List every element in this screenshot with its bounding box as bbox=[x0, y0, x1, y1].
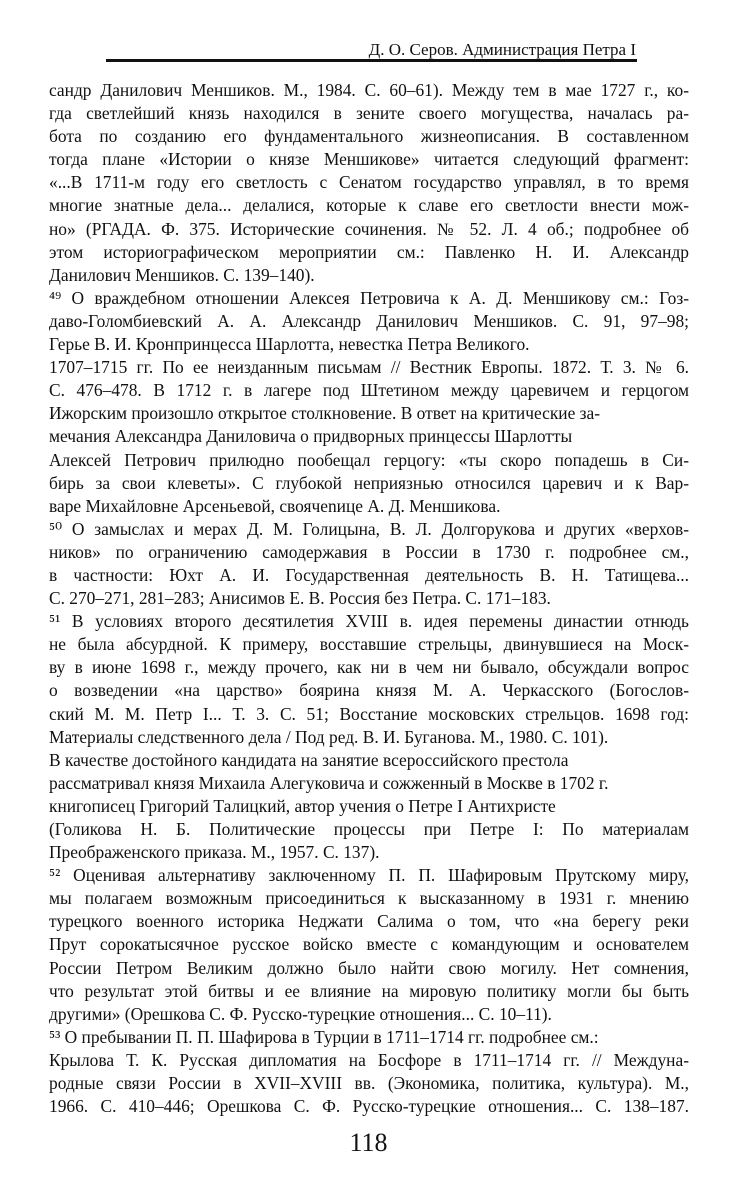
text-line: этом историографическом мероприятии см.: Павленко Н. И. Александр bbox=[49, 241, 689, 262]
text-line: другими» (Орешкова С. Ф. Русско-турецкие отношения... С. 10–11). bbox=[49, 1003, 552, 1024]
text-line: ников» по ограничению самодержавия в России в 1730 г. подробнее см., bbox=[49, 541, 689, 562]
text-line: ⁵³ О пребывании П. П. Шафирова в Турции в 1711–1714 гг. подробнее см.: bbox=[49, 1026, 599, 1047]
text-line: (Голикова Н. Б. Политические процессы при Петре I: По материалам bbox=[49, 819, 689, 839]
text-line: Крылова Т. К. Русская дипломатия на Босфоре в 1711–1714 гг. // Междуна- bbox=[49, 1049, 689, 1070]
text-line: 1707–1715 гг. По ее неизданным письмам // Вестник Европы. 1872. Т. 3. № 6. bbox=[49, 357, 689, 378]
text-line: ву в июне 1698 г., между прочего, как ни в чем ни бывало, обсуждали вопрос bbox=[49, 657, 689, 678]
text-line: но» (РГАДА. Ф. 375. Исторические сочинения. № 52. Л. 4 об.; подробнее об bbox=[49, 218, 689, 239]
text-line: С. 476–478. В 1712 г. в лагере под Штетином между царевичем и герцогом bbox=[49, 380, 689, 401]
text-line: ⁵⁰ О замыслах и мерах Д. М. Голицына, В. Л. Долгорукова и других «верхов- bbox=[49, 518, 689, 539]
text-line: гда светлейший князь находился в зените своего могущества, началась ра- bbox=[49, 103, 689, 124]
text-line: мы полагаем возможным присоединиться к высказанному в 1931 г. мнению bbox=[49, 888, 689, 909]
text-line: Прут сорокатысячное русское войско вместе с командующим и основателем bbox=[49, 934, 689, 955]
text-line: Материалы следственного дела / Под ред. В. И. Буганова. М., 1980. С. 101). bbox=[49, 726, 609, 747]
text-line: многие знатные дела... делалися, которые к славе его светлости внести мож- bbox=[49, 195, 689, 216]
text-line: Ижорским произошло открытое столкновение. В ответ на критические за- bbox=[49, 403, 601, 424]
text-line: не была абсурдной. К примеру, восставшие стрельцы, двинувшиеся на Моск- bbox=[49, 634, 689, 655]
footnotes-text bbox=[49, 79, 689, 1118]
text-line: родные связи России в XVII–XVIII вв. (Экономика, политика, культура). М., bbox=[49, 1073, 689, 1094]
text-line: ⁵¹ В условиях второго десятилетия XVIII в. идея перемены династии отнюдь bbox=[49, 611, 689, 632]
text-line: ⁴⁹ О враждебном отношении Алексея Петровича к А. Д. Меншикову см.: Гоз- bbox=[49, 287, 689, 308]
text-line: ⁵² Оценивая альтернативу заключенному П. П. Шафировым Прутскому миру, bbox=[49, 865, 689, 886]
text-line: турецкого военного историка Неджати Салима о том, что «на берегу реки bbox=[49, 911, 689, 932]
text-line: варе Михайловне Арсеньевой, своячenице А. Д. Меншикова. bbox=[49, 495, 501, 516]
text-line: Алексей Петрович прилюдно пообещал герцогу: «ты скоро попадешь в Си- bbox=[49, 449, 689, 470]
text-line: Преображенского приказа. М., 1957. С. 137). bbox=[49, 842, 380, 863]
text-line: ский М. М. Петр I... Т. 3. С. 51; Восстание московских стрельцов. 1698 год: bbox=[49, 703, 689, 724]
text-line: что результат этой битвы и ее влияние на мировую политику могли бы быть bbox=[49, 980, 689, 1001]
text-line: о возведении «на царство» боярина князя М. А. Черкасского (Богослов- bbox=[49, 680, 689, 701]
text-line: тогда плане «Истории о князе Меншикове» читается следующий фрагмент: bbox=[49, 149, 689, 170]
text-line: В качестве достойного кандидата на занятие всероссийского престола bbox=[49, 749, 569, 770]
text-line: рассматривал князя Михаила Алегуковича и сожженный в Москве в 1702 г. bbox=[49, 772, 609, 793]
text-line: бирь за свои клеветы». С глубокой неприязнью относился царевич и к Вар- bbox=[49, 472, 689, 493]
text-line: «...В 1711-м году его светлость с Сенатом государство управлял, в то время bbox=[49, 172, 689, 193]
running-head: Д. О. Серов. Администрация Петра I bbox=[368, 40, 636, 59]
header-rule bbox=[106, 59, 637, 62]
text-line: мечания Александра Даниловича о придворных принцессы Шарлотты bbox=[49, 426, 573, 447]
text-line: даво-Голомбиевский А. А. Александр Данилович Меншиков. С. 91, 97–98; bbox=[49, 310, 689, 331]
text-line: сандр Данилович Меншиков. М., 1984. С. 60–61). Между тем в мае 1727 г., ко- bbox=[49, 80, 689, 100]
page-number: 118 bbox=[349, 1128, 388, 1157]
text-line: Данилович Меншиков. С. 139–140). bbox=[49, 264, 315, 285]
text-line: С. 270–271, 281–283; Анисимов Е. В. Россия без Петра. С. 171–183. bbox=[49, 588, 551, 609]
text-line: бота по созданию его фундаментального жизнеописания. В составленном bbox=[49, 126, 689, 147]
text-line: в частности: Юхт А. И. Государственная деятельность В. Н. Татищева... bbox=[49, 564, 689, 585]
text-line: 1966. С. 410–446; Орешкова С. Ф. Русско-турецкие отношения... С. 138–187. bbox=[49, 1096, 689, 1117]
text-line: книгописец Григорий Талицкий, автор учения о Петре I Антихристе bbox=[49, 795, 556, 816]
text-line: России Петром Великим должно было найти свою могилу. Нет сомнения, bbox=[49, 957, 689, 978]
text-line: Герье В. И. Кронпринцесса Шарлотта, невестка Петра Великого. bbox=[49, 334, 530, 355]
